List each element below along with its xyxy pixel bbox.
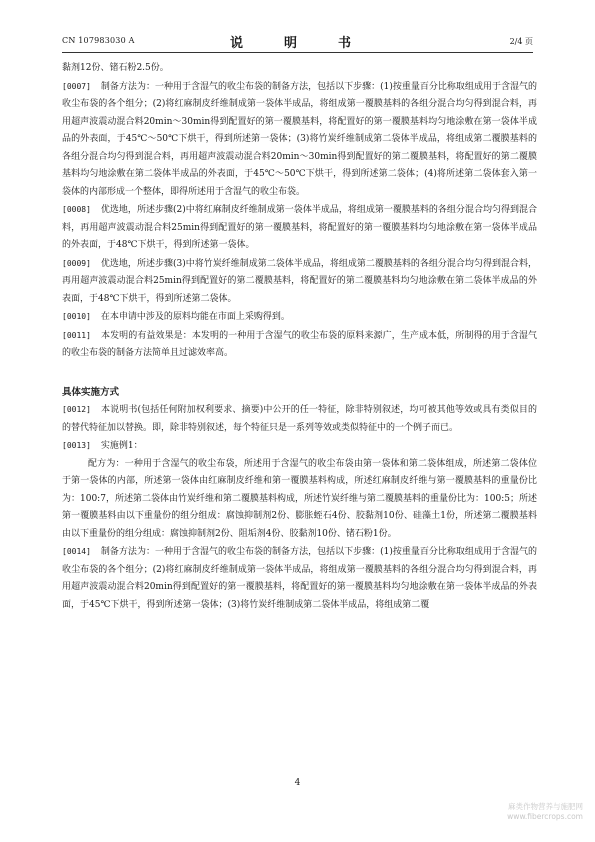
paragraph-continuation: 黏剂12份、锗石粉2.5份。 (62, 63, 169, 73)
page-header (62, 34, 533, 50)
watermark-url: www.fibercrops.com (507, 812, 583, 821)
patent-number: CN 107983030 A (62, 36, 135, 45)
header-rule (62, 52, 533, 53)
paragraph-formula: 配方为：一种用于含湿气的收尘布袋，所述用于含湿气的收尘布袋由第一袋体和第二袋体组成，所述第二袋体位于第一袋体的内部，所述第一袋体由红麻制皮纤维和第一覆膜基料构成，所述红麻制皮纤维与第一覆膜基料的重量份比为：100:7，所述第二袋体由竹炭纤维和第二覆膜基料构成，所述竹炭纤维与第二覆膜基料的重量份比为：100:5；所述第一覆膜基料由以下重量份的组分组成：腐蚀抑制剂2份、膨胀蛭石4份、胶黏剂10份、硅藻土1份，所述第二覆膜基料由以下重量份的组分组成：腐蚀抑制剂2份、阻垢剂4份、胶黏剂10份、锗石粉1份。 (62, 458, 537, 539)
paragraph-0009: [0009] 优选地，所述步骤(3)中将竹炭纤维制成第二袋体半成品，将组成第二覆膜基料的各组分混合均匀得到混合料，再用超声波震动混合料25min得到配置好的第二覆膜基料，将配置好的第二覆膜基料均匀地涂敷在第二袋体半成品的外表面，于48℃下烘干，得到所述第二袋体。 (62, 258, 537, 304)
site-watermark (507, 802, 583, 822)
paragraph-0007: [0007] 制备方法为：一种用于含湿气的收尘布袋的制备方法，包括以下步骤：(1)按重量百分比称取组成用于含湿气的收尘布袋的各个组分；(2)将红麻制皮纤维制成第一袋体半成品，将组成第一覆膜基料的各组分混合均匀得到混合料，再用超声波震动混合料20min～30min得到配置好的第一覆膜基料，将配置好的第一覆膜基料均匀地涂敷在第一袋体半成品的外表面，于45℃～50℃下烘干，得到所述第一袋体；(3)将竹炭纤维制成第二袋体半成品，将组成第二覆膜基料的各组分混合均匀得到混合料，再用超声波震动混合料20min～30min得到配置好的第二覆膜基料，将配置好的第二覆膜基料均匀地涂敷在第二袋体半成品的外表面，于45℃～50℃下烘干，得到所述第二袋体；(4)将所述第二袋体套入第一袋体的内部形成一个整体，即得所述用于含湿气的收尘布袋。 (62, 81, 537, 197)
paragraph-0011: [0011] 本发明的有益效果是：本发明的一种用于含湿气的收尘布袋的原料来源广，生产成本低，所制得的用于含湿气的收尘布袋的制备方法简单且过滤效率高。 (62, 330, 537, 358)
paragraph-0012: [0012] 本说明书(包括任何附加权利要求、摘要)中公开的任一特征，除非特别叙述，均可被其他等效或具有类似目的的替代特征加以替换。即，除非特别叙述，每个特征只是一系列等效或类似特征中的一个例子而已。 (62, 405, 537, 433)
paragraph-tag: [0009] (62, 258, 91, 268)
watermark-title: 麻类作物营养与施肥网 (508, 802, 583, 811)
section-title: 具体实施方式 (62, 386, 120, 398)
paragraph-0008: [0008] 优选地，所述步骤(2)中将红麻制皮纤维制成第一袋体半成品，将组成第一覆膜基料的各组分混合均匀得到混合料，再用超声波震动混合料25min得到配置好的第一覆膜基料，将配置好的第一覆膜基料均匀地涂敷在第一袋体半成品的外表面，于48℃下烘干，得到所述第一袋体。 (62, 205, 537, 250)
page-indicator: 2/4 页 (509, 37, 533, 46)
paragraph-tag: [0010] (62, 312, 91, 321)
page-number: 4 (294, 778, 301, 788)
paragraph-tag: [0012] (62, 405, 91, 414)
paragraph-0010: [0010] 在本申请中涉及的原料均能在市面上采购得到。 (62, 312, 290, 322)
paragraph-tag: [0007] (62, 81, 91, 91)
paragraph-tag: [0013] (62, 441, 91, 450)
paragraph-tag: [0011] (62, 330, 91, 340)
paragraph-0014: [0014] 制备方法为：一种用于含湿气的收尘布袋的制备方法，包括以下步骤：(1)按重量百分比称取组成用于含湿气的收尘布袋的各个组分；(2)将红麻制皮纤维制成第一袋体半成品，将组成第一覆膜基料的各组分混合均匀得到混合料，再用超声波震动混合料20min得到配置好的第一覆膜基料，将配置好的第一覆膜基料均匀地涂敷在第一袋体半成品的外表面，于45℃下烘干，得到所述第一袋体；(3)将竹炭纤维制成第二袋体半成品，将组成第二覆 (62, 547, 537, 610)
document-body (62, 60, 537, 614)
document-title: 说 明 书 (229, 36, 365, 51)
paragraph-tag: [0008] (62, 205, 91, 214)
paragraph-0013: [0013] 实施例1： (62, 441, 143, 451)
paragraph-tag: [0014] (62, 547, 91, 556)
